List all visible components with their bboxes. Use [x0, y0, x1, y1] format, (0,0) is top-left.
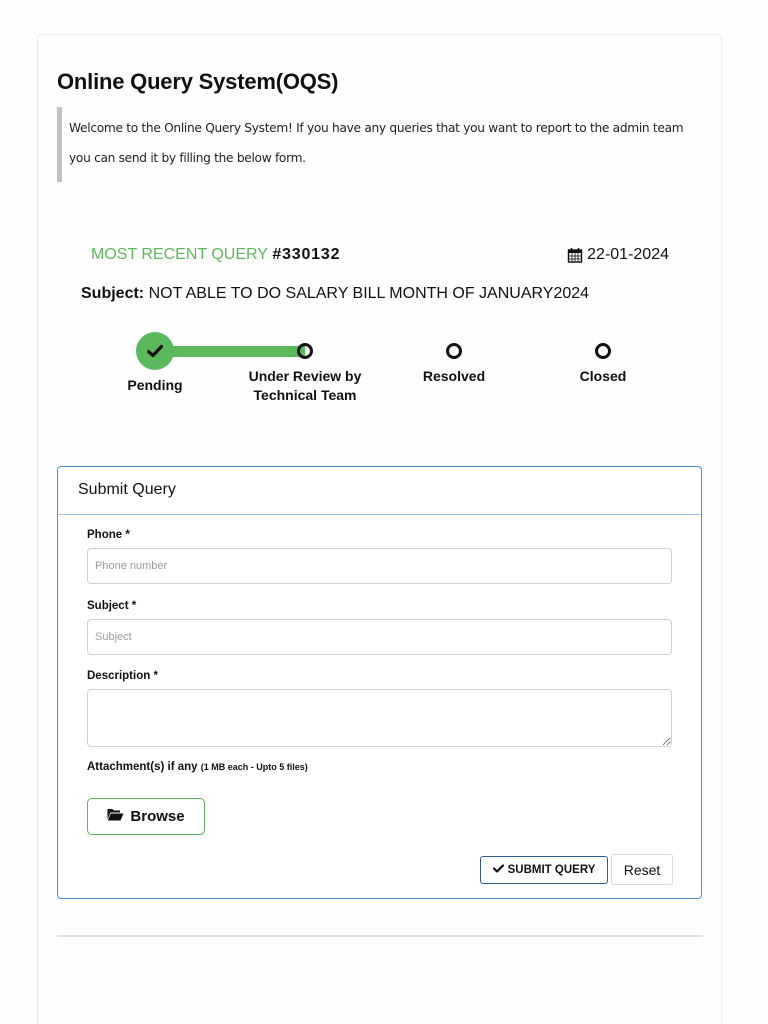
browse-label: Browse: [130, 808, 185, 825]
status-progress-tracker: [100, 330, 660, 410]
phone-label: Phone *: [87, 529, 130, 541]
circle-icon: [595, 343, 611, 359]
step-under-review: [235, 330, 375, 405]
recent-query-label: MOST RECENT QUERY: [91, 246, 268, 263]
date-text: 22-01-2024: [587, 246, 669, 263]
check-icon: [493, 864, 504, 876]
step-label: Closed: [579, 368, 627, 384]
step-label: Resolved: [422, 368, 486, 384]
submit-label: SUBMIT QUERY: [507, 864, 596, 876]
submit-query-button[interactable]: [480, 856, 608, 884]
description-label: Description *: [87, 670, 158, 682]
form-body: [58, 529, 701, 878]
attachment-note: (1 MB each - Upto 5 files): [200, 762, 308, 772]
calendar-icon: [567, 247, 583, 263]
step-pending: [85, 330, 225, 395]
recent-query-subject: [81, 285, 589, 303]
subject-label: Subject *: [87, 600, 137, 612]
reset-button[interactable]: Reset: [611, 854, 673, 885]
panel-header: Submit Query: [58, 467, 701, 515]
subject-value: NOT ABLE TO DO SALARY BILL MONTH OF JANUARY2024: [148, 285, 590, 302]
description-textarea[interactable]: [87, 689, 672, 747]
step-resolved: [384, 330, 524, 386]
submit-query-panel: [57, 466, 702, 899]
recent-query-date: [567, 246, 669, 264]
recent-query-id: #330132: [272, 246, 341, 263]
folder-open-icon: [107, 808, 124, 825]
circle-icon: [297, 343, 313, 359]
phone-input[interactable]: [87, 548, 672, 584]
attachment-label-text: Attachment(s) if any: [87, 761, 198, 773]
page-title: Online Query System(OQS): [57, 69, 339, 94]
step-closed: [533, 330, 673, 386]
divider: [57, 935, 703, 937]
step-label: Pending: [127, 377, 183, 393]
check-circle-icon: [136, 332, 174, 370]
intro-blockquote: Welcome to the Online Query System! If you have any queries that you want to report to the admin team you can send it by filling the below form.: [57, 107, 707, 182]
browse-button[interactable]: [87, 798, 205, 835]
circle-icon: [446, 343, 462, 359]
attachment-label: [87, 761, 672, 773]
subject-input[interactable]: [87, 619, 672, 655]
subject-label: Subject:: [81, 285, 145, 302]
recent-query-header: [91, 246, 669, 268]
step-label: Under Review by Technical Team: [248, 368, 362, 403]
